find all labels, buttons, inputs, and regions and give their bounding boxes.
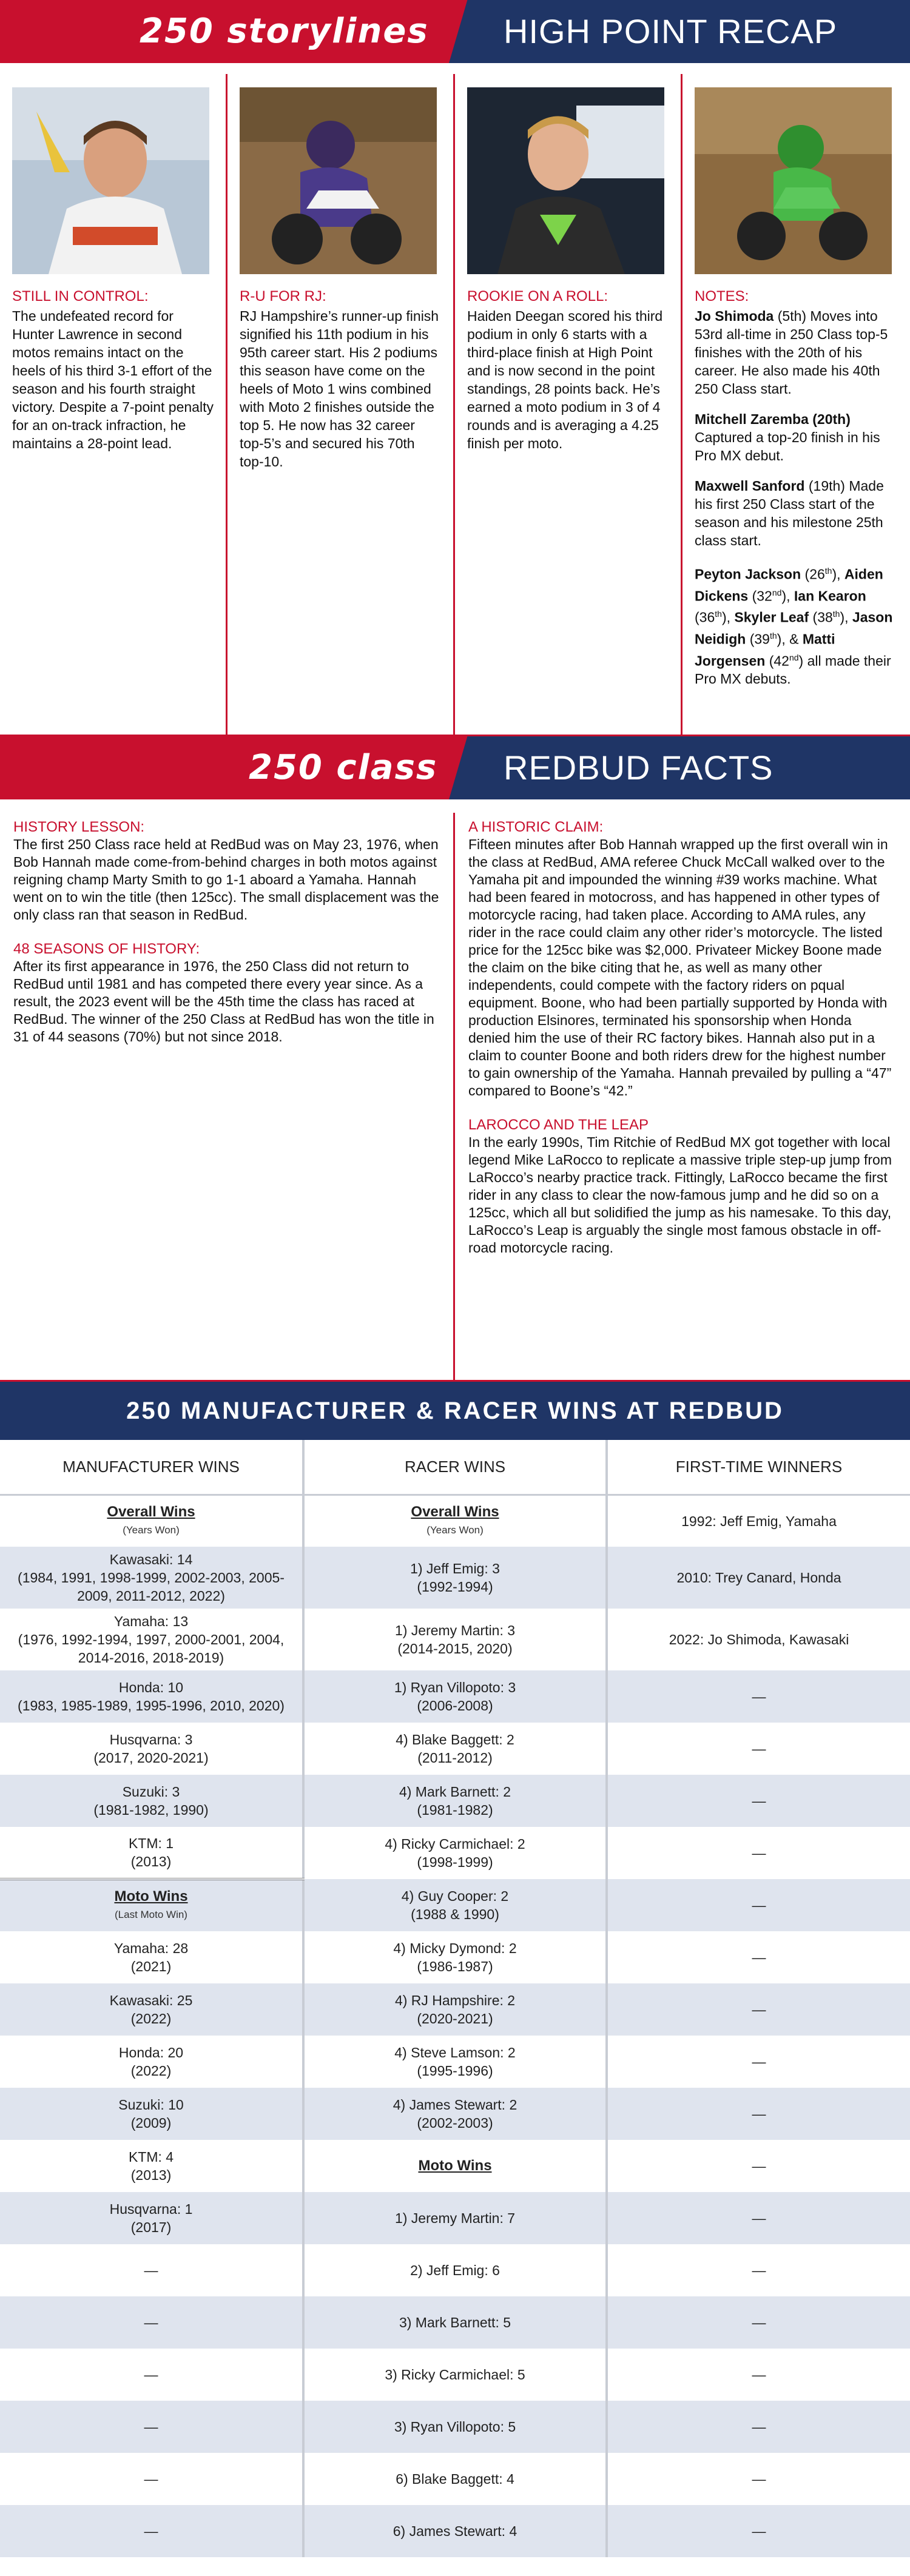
cell-primary-text: Honda: 10 <box>118 1680 184 1695</box>
banner-right-title: REDBUD FACTS <box>504 748 774 787</box>
cell-primary-text: 4) Steve Lamson: 2 <box>394 2045 516 2060</box>
first-time-winner-cell <box>607 2505 910 2557</box>
fact-body: In the early 1990s, Tim Ritchie of RedBud MX got together with local legend Mike LaRocco to replicate a massive triple step-up jump from LaRocco’s nearby practice track. Fittingly, LaRocco became the first rider in any class to clear the now-famous jump and he did so on a 125cc, which all but solidified the jump as his namesake. To this day, LaRocco’s Leap is arguably the single most famous obstacle in off-road motorcycle racing. <box>468 1134 892 1256</box>
racer-cell <box>303 2296 607 2349</box>
racer-cell <box>303 2244 607 2296</box>
storyline-column-hampshire <box>228 74 455 735</box>
cell-years-text: (1988 & 1990) <box>411 1906 499 1922</box>
cell-primary-text: 3) Ryan Villopoto: 5 <box>394 2419 516 2435</box>
cell-primary-text: 1992: Jeff Emig, Yamaha <box>681 1513 837 1529</box>
cell-primary-text: 4) Guy Cooper: 2 <box>401 1888 509 1904</box>
cell-primary-text: — <box>752 2523 766 2539</box>
cell-primary-text: 2) Jeff Emig: 6 <box>410 2262 500 2278</box>
facts-right-column <box>455 813 910 1380</box>
cell-primary-text: 4) Mark Barnett: 2 <box>399 1784 511 1800</box>
first-time-winner-cell <box>607 1879 910 1931</box>
manufacturer-cell <box>0 2349 303 2401</box>
note-rider-name: Mitchell Zaremba (20th) <box>695 411 851 427</box>
cell-primary-text: — <box>144 2367 158 2383</box>
rider-photo-shimoda <box>695 87 892 274</box>
cell-primary-text: — <box>752 2106 766 2122</box>
racer-cell <box>303 1670 607 1723</box>
column-header-manufacturer: MANUFACTURER WINS <box>0 1440 303 1495</box>
cell-primary-text: — <box>752 2158 766 2174</box>
note-text: ), <box>721 609 735 625</box>
subsection-note: (Years Won) <box>123 1524 180 1536</box>
manufacturer-cell <box>0 2453 303 2505</box>
first-time-winner-cell <box>607 1609 910 1670</box>
cell-years-text: (1981-1982) <box>417 1802 493 1818</box>
storyline-column-notes <box>682 74 910 735</box>
first-time-winner-cell <box>607 2349 910 2401</box>
ordinal-suffix: th <box>824 566 832 576</box>
racer-cell <box>303 1827 607 1879</box>
cell-primary-text: — <box>752 2262 766 2278</box>
note-text: ), <box>832 566 844 582</box>
cell-primary-text: 1) Ryan Villopoto: 3 <box>394 1680 516 1695</box>
manufacturer-cell <box>0 1547 303 1609</box>
cell-years-text: (2020-2021) <box>417 2011 493 2026</box>
fact-body: The first 250 Class race held at RedBud was on May 23, 1976, when Bob Hannah made come-from-behind charges in both motos against reigning champ Marty Smith to go 1-1 aboard a Yamaha. Hannah went on to win the title (then 125cc). The small displacement was the only class ran that season in RedBud. <box>13 836 439 923</box>
table-row <box>0 2140 910 2192</box>
first-time-winner-cell <box>607 1931 910 1983</box>
racer-cell <box>303 2036 607 2088</box>
first-time-winner-cell <box>607 2088 910 2140</box>
note-rider-name: Maxwell Sanford <box>695 478 805 494</box>
racer-cell <box>303 1879 607 1931</box>
racer-cell <box>303 2505 607 2557</box>
cell-primary-text: 4) Micky Dymond: 2 <box>393 1940 517 1956</box>
manufacturer-cell <box>0 1775 303 1827</box>
note-rider-name: Ian Kearon <box>794 588 866 604</box>
rider-photo-hampshire <box>240 87 437 274</box>
table-row <box>0 2453 910 2505</box>
racer-cell <box>303 1609 607 1670</box>
cell-primary-text: — <box>752 2315 766 2330</box>
cell-primary-text: — <box>752 2367 766 2383</box>
note-text: (26 <box>801 566 825 582</box>
cell-years-text: (2014-2015, 2020) <box>397 1641 513 1656</box>
note-text: (39 <box>746 631 770 647</box>
storyline-body: The undefeated record for Hunter Lawrence in second motos remains intact on the heels of his third 3-1 effort of the season and his fourth straight victory. Despite a 7-point penalty for an on-track infraction, he maintains a 28-point lead. <box>12 308 214 451</box>
cell-primary-text: — <box>752 1949 766 1965</box>
note-text: (36 <box>695 609 715 625</box>
cell-years-text: (1986-1987) <box>417 1959 493 1974</box>
cell-years-text: (2002-2003) <box>417 2115 493 2131</box>
table-row <box>0 1670 910 1723</box>
ordinal-suffix: nd <box>789 652 799 662</box>
cell-primary-text: Honda: 20 <box>118 2045 184 2060</box>
table-row <box>0 1931 910 1983</box>
cell-primary-text: — <box>144 2523 158 2539</box>
manufacturer-cell <box>0 2140 303 2192</box>
banner-left-title: 250 storylines <box>140 12 429 51</box>
table-row <box>0 2401 910 2453</box>
cell-years-text: (1981-1982, 1990) <box>93 1802 209 1818</box>
note-shimoda <box>695 307 898 398</box>
table-row <box>0 1879 910 1931</box>
storyline-tag: R-U FOR RJ: <box>240 288 326 304</box>
fact-body: Fifteen minutes after Bob Hannah wrapped up the first overall win in the class at RedBud, AMA referee Chuck McCall walked over to the Yamaha pit and impounded the winning #39 works machine. What had been feared in motocross, and has happened in other types of motorcycle racing, had taken place. According to AMA rules, any rider in the race could claim any other rider’s motorcycle. The listed price for the 125cc bike was $2,000. Privateer Mickey Boone made the claim on the bike citing that he, as well as many other independents, could compete with the factory riders on pqual equipment. Boone, who had been partially supported by Honda with production Elsinores, terminated his sponsorship when Honda denied him the use of their RC factory bikes. Hannah also put in a claim to counter Boone and both riders drew for the highest number to gain ownership of the Yamaha. Hannah prevailed by pulling a “47” compared to Boone’s “42.” <box>468 836 892 1098</box>
cell-primary-text: — <box>752 2471 766 2487</box>
cell-primary-text: — <box>752 1741 766 1757</box>
wins-table-body <box>0 1495 910 2557</box>
ordinal-suffix: th <box>769 630 777 641</box>
fact-heading: HISTORY LESSON: <box>13 819 145 835</box>
wins-table-header-row <box>0 1440 910 1495</box>
racer-cell <box>303 1931 607 1983</box>
cell-years-text: (2021) <box>130 1959 172 1974</box>
cell-primary-text: Suzuki: 3 <box>122 1784 180 1800</box>
racer-cell <box>303 1723 607 1775</box>
notes-tag: NOTES: <box>695 288 749 304</box>
note-text: (38 <box>809 609 833 625</box>
cell-primary-text: — <box>752 1897 766 1913</box>
cell-years-text: (2022) <box>130 2011 172 2026</box>
subsection-heading: Overall Wins <box>411 1503 499 1520</box>
racer-cell <box>303 1547 607 1609</box>
cell-primary-text: 4) Blake Baggett: 2 <box>396 1732 514 1747</box>
storylines-section <box>0 63 910 736</box>
note-rider-name: Peyton Jackson <box>695 566 801 582</box>
table-row <box>0 1547 910 1609</box>
subsection-heading: Moto Wins <box>418 2157 492 2174</box>
note-debuts <box>695 562 898 688</box>
cell-primary-text: Husqvarna: 1 <box>109 2201 193 2217</box>
note-text: (32 <box>748 588 772 604</box>
note-text: Captured a top-20 finish in his Pro MX debut. <box>695 429 880 463</box>
manufacturer-cell <box>0 2296 303 2349</box>
cell-primary-text: 1) Jeremy Martin: 7 <box>394 2210 516 2226</box>
cell-primary-text: 4) RJ Hampshire: 2 <box>394 1993 516 2008</box>
note-text: ) all made their Pro MX debuts. <box>695 653 891 687</box>
first-time-winner-cell <box>607 2140 910 2192</box>
storyline-body: RJ Hampshire’s runner-up finish signified his 11th podium in his 95th career start. His 2 podiums this season have come on the heels of Moto 1 wins combined with Moto 2 finishes outside the top 5. He now has 32 career top-5’s and secured his 70th top-10. <box>240 308 439 469</box>
note-text: ), & <box>777 631 803 647</box>
manufacturer-cell <box>0 2401 303 2453</box>
cell-primary-text: 3) Ricky Carmichael: 5 <box>385 2367 525 2383</box>
cell-primary-text: Kawasaki: 25 <box>109 1993 193 2008</box>
cell-primary-text: 1) Jeff Emig: 3 <box>410 1561 500 1576</box>
first-time-winner-cell <box>607 1495 910 1547</box>
storyline-tag: STILL IN CONTROL: <box>12 288 149 304</box>
manufacturer-cell <box>0 1609 303 1670</box>
first-time-winner-cell <box>607 2453 910 2505</box>
cell-primary-text: 6) Blake Baggett: 4 <box>396 2471 514 2487</box>
cell-years-text: (2013) <box>130 1854 172 1869</box>
wins-table <box>0 1440 910 2557</box>
cell-years-text: (1998-1999) <box>417 1854 493 1870</box>
cell-primary-text: — <box>752 1793 766 1809</box>
table-row <box>0 1609 910 1670</box>
cell-years-text: (2013) <box>130 2167 172 2183</box>
first-time-winner-cell <box>607 2244 910 2296</box>
facts-left-column <box>0 813 455 1380</box>
cell-primary-text: KTM: 1 <box>128 1835 174 1851</box>
cell-primary-text: — <box>144 2262 158 2278</box>
cell-primary-text: KTM: 4 <box>128 2149 174 2165</box>
ordinal-suffix: th <box>715 609 722 619</box>
column-header-racer: RACER WINS <box>303 1440 607 1495</box>
cell-primary-text: Yamaha: 28 <box>113 1940 189 1956</box>
cell-years-text: (2017, 2020-2021) <box>93 1750 209 1766</box>
note-rider-name: Aiden Dickens <box>695 566 883 604</box>
fact-heading: A HISTORIC CLAIM: <box>468 819 604 835</box>
first-time-winner-cell <box>607 1827 910 1879</box>
manufacturer-cell <box>0 2192 303 2244</box>
cell-primary-text: — <box>144 2419 158 2435</box>
redbud-facts-banner <box>0 736 910 799</box>
cell-primary-text: — <box>144 2471 158 2487</box>
table-row <box>0 2192 910 2244</box>
cell-years-text: (1983, 1985-1989, 1995-1996, 2010, 2020) <box>18 1698 285 1713</box>
table-row <box>0 2349 910 2401</box>
first-time-winner-cell <box>607 1983 910 2036</box>
racer-cell <box>303 1983 607 2036</box>
column-header-first-time: FIRST-TIME WINNERS <box>607 1440 910 1495</box>
note-text: (42 <box>765 653 789 669</box>
cell-primary-text: 2010: Trey Canard, Honda <box>676 1570 841 1586</box>
redbud-facts-section <box>0 799 910 1382</box>
cell-years-text: (2022) <box>130 2063 172 2079</box>
banner-left-title: 250 class <box>249 748 438 787</box>
subsection-heading: Moto Wins <box>114 1888 188 1905</box>
note-text: (19th) Made his first 250 Class start of the season and his milestone 25th class start. <box>695 478 884 548</box>
cell-primary-text: — <box>752 2002 766 2017</box>
cell-primary-text: 1) Jeremy Martin: 3 <box>394 1623 516 1638</box>
table-row <box>0 1495 910 1547</box>
note-text: ), <box>781 588 794 604</box>
first-time-winner-cell <box>607 1775 910 1827</box>
table-row <box>0 1983 910 2036</box>
cell-primary-text: — <box>144 2315 158 2330</box>
manufacturer-cell <box>0 2505 303 2557</box>
cell-years-text: (1995-1996) <box>417 2063 493 2079</box>
storyline-body: Haiden Deegan scored his third podium in only 6 starts with a third-place finish at High Point and is now second in the point standings, 28 points back. He’s earned a moto podium in 3 of 4 rounds and is averaging a 4.25 finish per moto. <box>467 308 663 451</box>
banner-right-title: HIGH POINT RECAP <box>504 12 838 50</box>
table-row <box>0 2088 910 2140</box>
cell-years-text: (2017) <box>130 2219 172 2235</box>
fact-body: After its first appearance in 1976, the 250 Class did not return to RedBud until 1981 and has competed there every year since. As a result, the 2023 event will be the 45th time the class has raced at RedBud. The winner of the 250 Class at RedBud has won the title in 31 of 44 seasons (70%) but not since 2018. <box>13 958 434 1044</box>
cell-primary-text: 6) James Stewart: 4 <box>393 2523 517 2539</box>
table-row <box>0 2244 910 2296</box>
storylines-banner <box>0 0 910 63</box>
table-row <box>0 1775 910 1827</box>
racer-cell <box>303 2088 607 2140</box>
cell-primary-text: Suzuki: 10 <box>118 2097 184 2113</box>
note-rider-name: Jason Neidigh <box>695 609 893 647</box>
cell-primary-text: 2022: Jo Shimoda, Kawasaki <box>669 1632 849 1647</box>
subsection-note: (Last Moto Win) <box>115 1909 187 1920</box>
cell-primary-text: — <box>752 1845 766 1861</box>
cell-primary-text: 4) James Stewart: 2 <box>393 2097 517 2113</box>
note-zaremba <box>695 410 898 465</box>
note-rider-name: Skyler Leaf <box>734 609 809 625</box>
cell-primary-text: Husqvarna: 3 <box>109 1732 193 1747</box>
rider-photo-lawrence <box>12 87 209 274</box>
cell-years-text: (2011-2012) <box>417 1750 493 1766</box>
racer-cell <box>303 2140 607 2192</box>
cell-years-text: (1976, 1992-1994, 1997, 2000-2001, 2004, 2014-2016, 2018-2019) <box>18 1632 285 1666</box>
first-time-winner-cell <box>607 2401 910 2453</box>
ordinal-suffix: nd <box>772 587 782 597</box>
rider-photo-deegan <box>467 87 664 274</box>
manufacturer-cell <box>0 2036 303 2088</box>
subsection-note: (Years Won) <box>426 1524 484 1536</box>
table-row <box>0 2036 910 2088</box>
table-row <box>0 1723 910 1775</box>
fact-heading: LAROCCO AND THE LEAP <box>468 1117 649 1133</box>
note-text: (5th) Moves into 53rd all-time in 250 Class top-5 finishes with the 20th of his career. He also made his 40th 250 Class start. <box>695 308 888 397</box>
manufacturer-cell <box>0 1723 303 1775</box>
table-row <box>0 2296 910 2349</box>
manufacturer-cell <box>0 1931 303 1983</box>
racer-cell <box>303 2401 607 2453</box>
manufacturer-cell <box>0 1670 303 1723</box>
subsection-heading: Overall Wins <box>107 1503 195 1520</box>
note-rider-name: Matti Jorgensen <box>695 631 835 669</box>
first-time-winner-cell <box>607 2036 910 2088</box>
cell-primary-text: 4) Ricky Carmichael: 2 <box>385 1836 525 1852</box>
manufacturer-cell <box>0 2088 303 2140</box>
first-time-winner-cell <box>607 1723 910 1775</box>
note-text: ), <box>840 609 852 625</box>
racer-cell <box>303 2349 607 2401</box>
fact-heading: 48 SEASONS OF HISTORY: <box>13 941 200 957</box>
wins-table-title: 250 MANUFACTURER & RACER WINS AT REDBUD <box>0 1382 910 1440</box>
racer-cell <box>303 2192 607 2244</box>
manufacturer-cell <box>0 2244 303 2296</box>
cell-years-text: (2006-2008) <box>417 1698 493 1713</box>
manufacturer-cell <box>0 1495 303 1547</box>
table-row <box>0 1827 910 1879</box>
cell-primary-text: Yamaha: 13 <box>113 1613 189 1629</box>
first-time-winner-cell <box>607 2192 910 2244</box>
storyline-column-deegan <box>455 74 682 735</box>
cell-primary-text: — <box>752 2419 766 2435</box>
cell-years-text: (1992-1994) <box>417 1579 493 1595</box>
manufacturer-cell <box>0 1827 303 1879</box>
first-time-winner-cell <box>607 1547 910 1609</box>
storyline-column-lawrence <box>0 74 228 735</box>
cell-primary-text: — <box>752 2054 766 2070</box>
ordinal-suffix: th <box>832 609 840 619</box>
manufacturer-cell <box>0 1879 303 1931</box>
manufacturer-cell <box>0 1983 303 2036</box>
racer-cell <box>303 1495 607 1547</box>
note-sanford <box>695 477 898 550</box>
racer-cell <box>303 1775 607 1827</box>
cell-primary-text: — <box>752 1689 766 1704</box>
cell-primary-text: 3) Mark Barnett: 5 <box>399 2315 511 2330</box>
cell-years-text: (2009) <box>130 2115 172 2131</box>
storyline-tag: ROOKIE ON A ROLL: <box>467 288 608 304</box>
cell-primary-text: Kawasaki: 14 <box>109 1552 193 1567</box>
note-rider-name: Jo Shimoda <box>695 308 774 324</box>
table-row <box>0 2505 910 2557</box>
racer-cell <box>303 2453 607 2505</box>
cell-years-text: (1984, 1991, 1998-1999, 2002-2003, 2005-2009, 2011-2012, 2022) <box>18 1570 285 1604</box>
first-time-winner-cell <box>607 2296 910 2349</box>
first-time-winner-cell <box>607 1670 910 1723</box>
cell-primary-text: — <box>752 2210 766 2226</box>
